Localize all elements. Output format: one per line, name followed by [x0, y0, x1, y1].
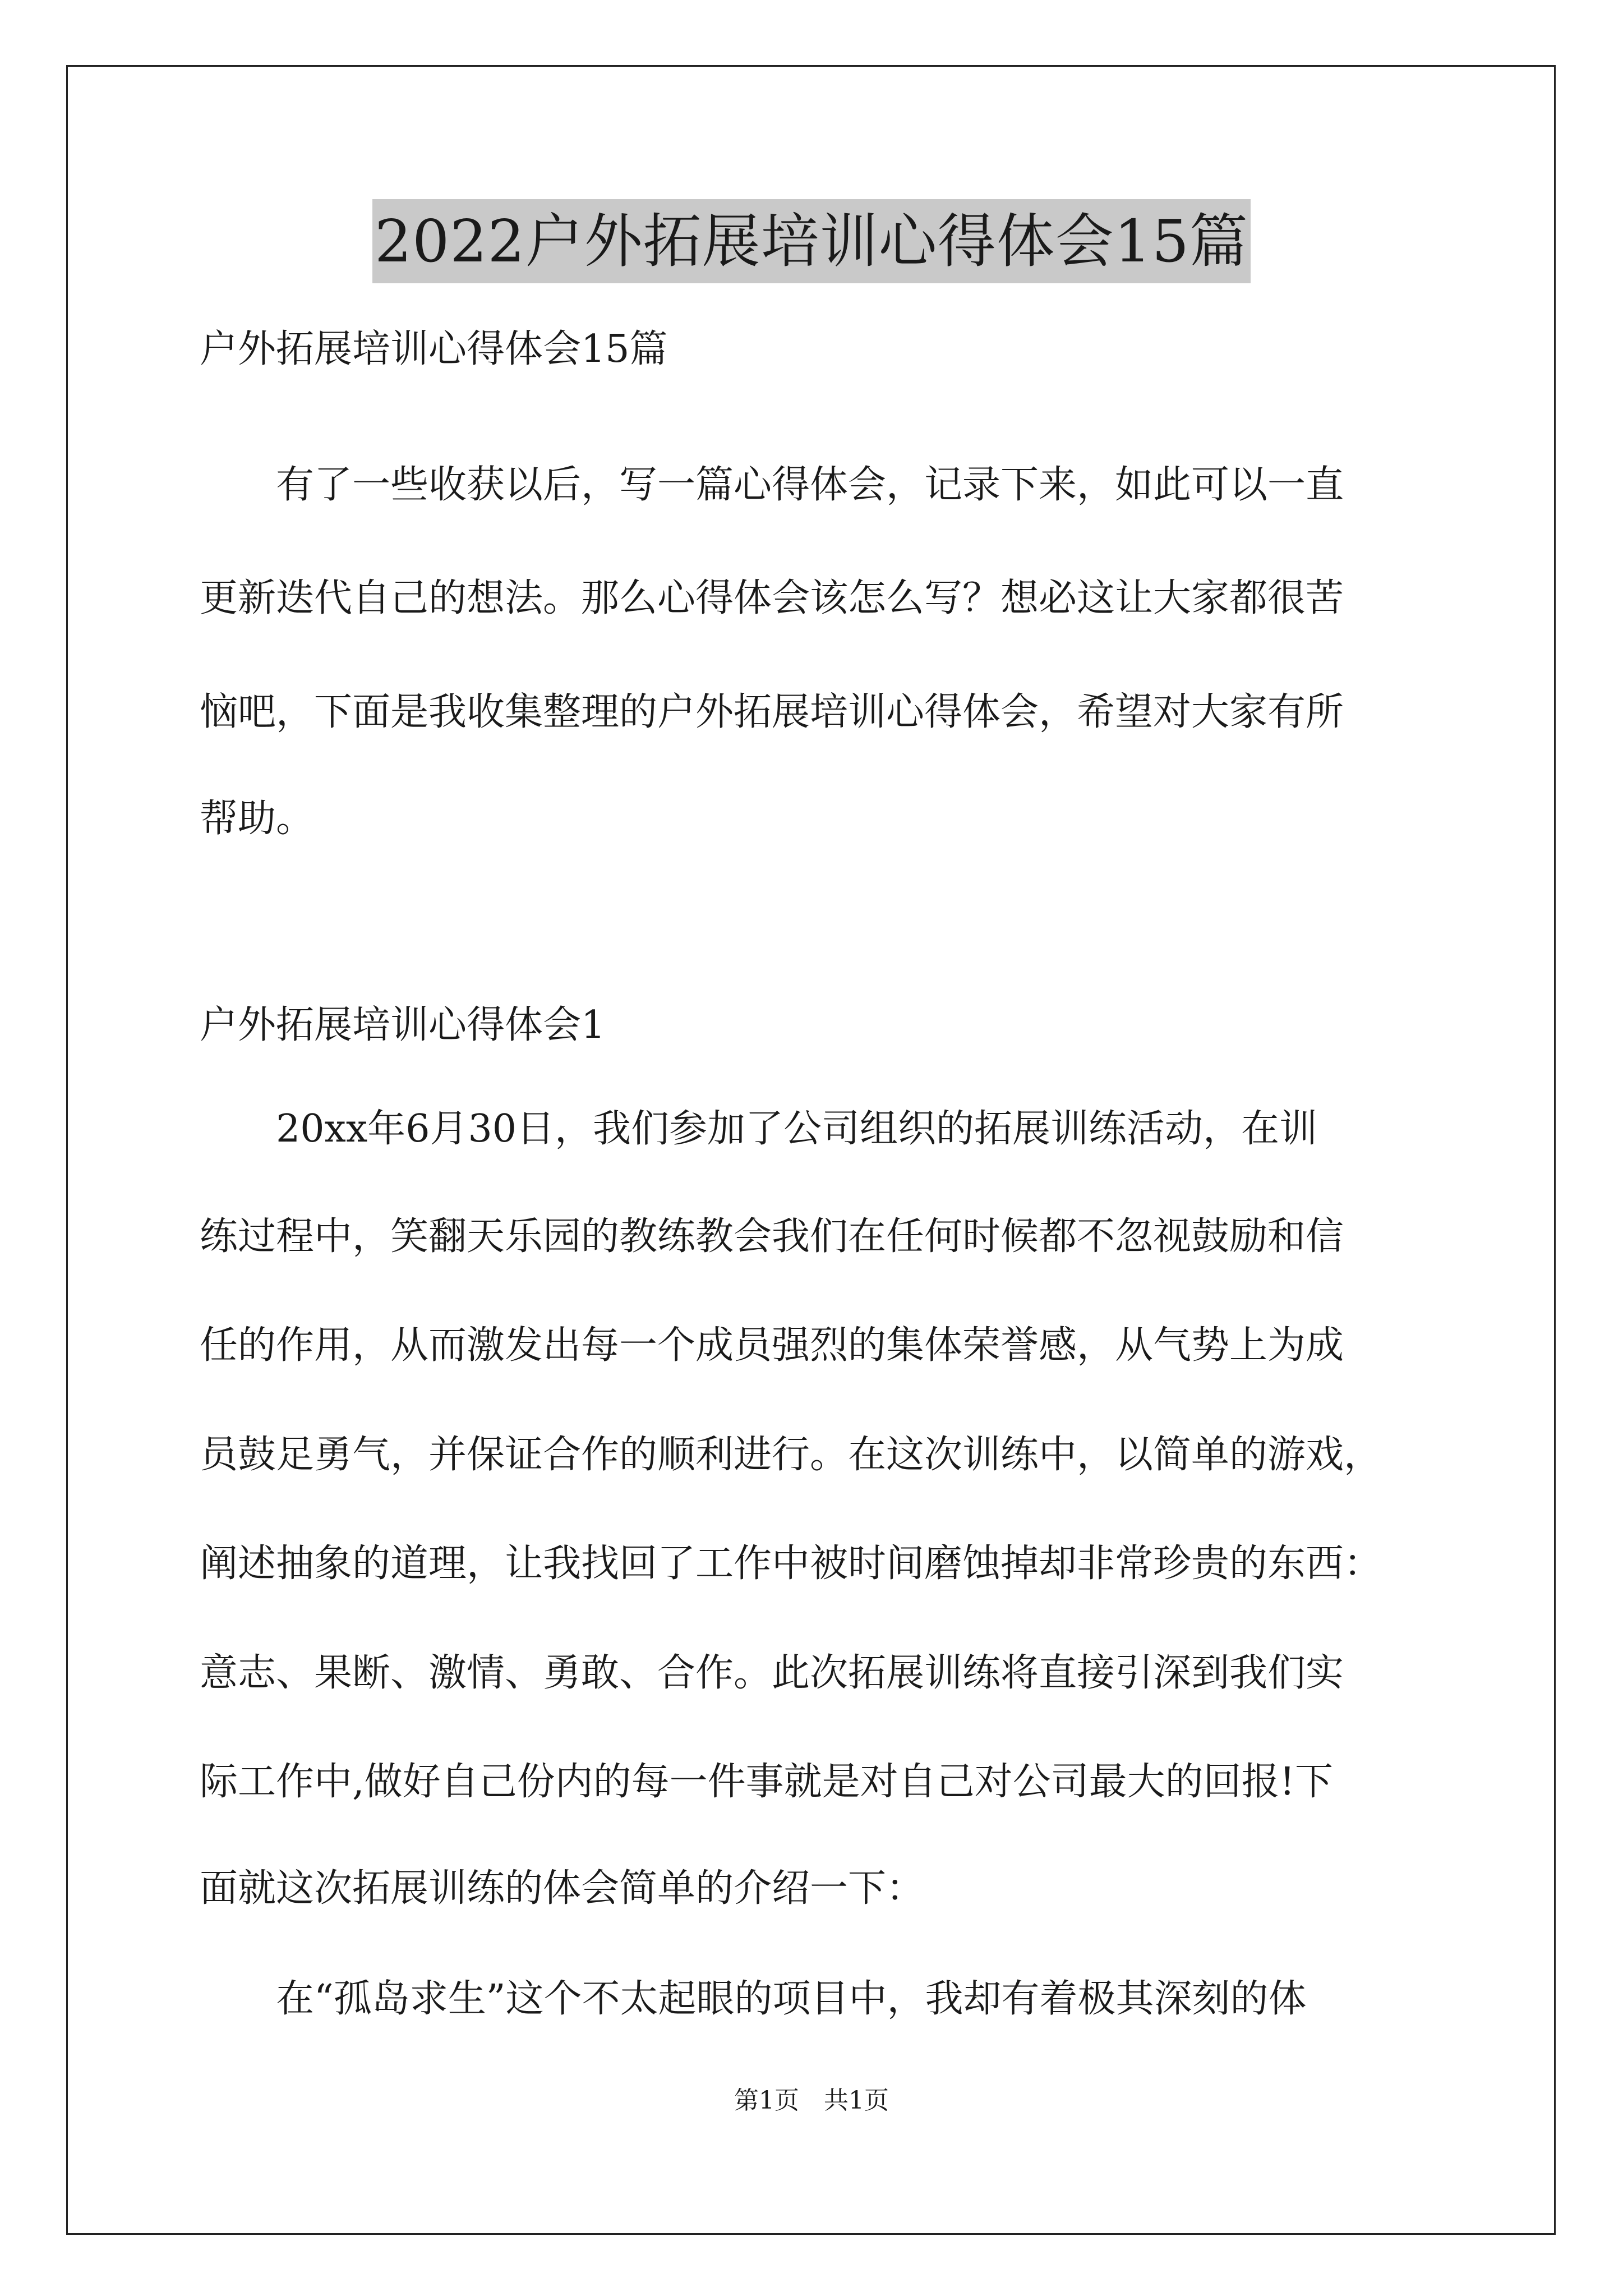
title-container — [0, 199, 1623, 283]
section-heading: 户外拓展培训心得体会1 — [200, 1003, 606, 1047]
body-line-1: 20xx年6月30日，我们参加了公司组织的拓展训练活动，在训 — [200, 1107, 1318, 1151]
intro-line-4: 帮助。 — [200, 797, 315, 841]
intro-line-3: 恼吧，下面是我收集整理的户外拓展培训心得体会，希望对大家有所 — [200, 690, 1344, 734]
document-subtitle: 户外拓展培训心得体会15篇 — [200, 327, 668, 371]
body-line-7: 际工作中,做好自己份内的每一件事就是对自己对公司最大的回报!下 — [200, 1760, 1333, 1804]
page-footer — [0, 2084, 1623, 2118]
page-total: 共1页 — [824, 2086, 889, 2115]
body-line-9: 在“孤岛求生”这个不太起眼的项目中，我却有着极其深刻的体 — [200, 1977, 1307, 2021]
page-number: 第1页 — [734, 2086, 799, 2115]
body-line-5: 阐述抽象的道理，让我找回了工作中被时间磨蚀掉却非常珍贵的东西： — [200, 1542, 1382, 1586]
document-title: 2022户外拓展培训心得体会15篇 — [372, 199, 1251, 283]
body-line-3: 任的作用，从而激发出每一个成员强烈的集体荣誉感，从气势上为成 — [200, 1323, 1344, 1368]
body-line-6: 意志、果断、激情、勇敢、合作。此次拓展训练将直接引深到我们实 — [200, 1651, 1344, 1695]
body-line-2: 练过程中，笑翻天乐园的教练教会我们在任何时候都不忽视鼓励和信 — [200, 1214, 1344, 1259]
body-line-8: 面就这次拓展训练的体会简单的介绍一下： — [200, 1866, 925, 1911]
intro-line-2: 更新迭代自己的想法。那么心得体会该怎么写？想必这让大家都很苦 — [200, 576, 1344, 620]
body-line-4: 员鼓足勇气，并保证合作的顺利进行。在这次训练中，以简单的游戏， — [200, 1433, 1382, 1477]
intro-line-1: 有了一些收获以后，写一篇心得体会，记录下来，如此可以一直 — [200, 463, 1344, 507]
